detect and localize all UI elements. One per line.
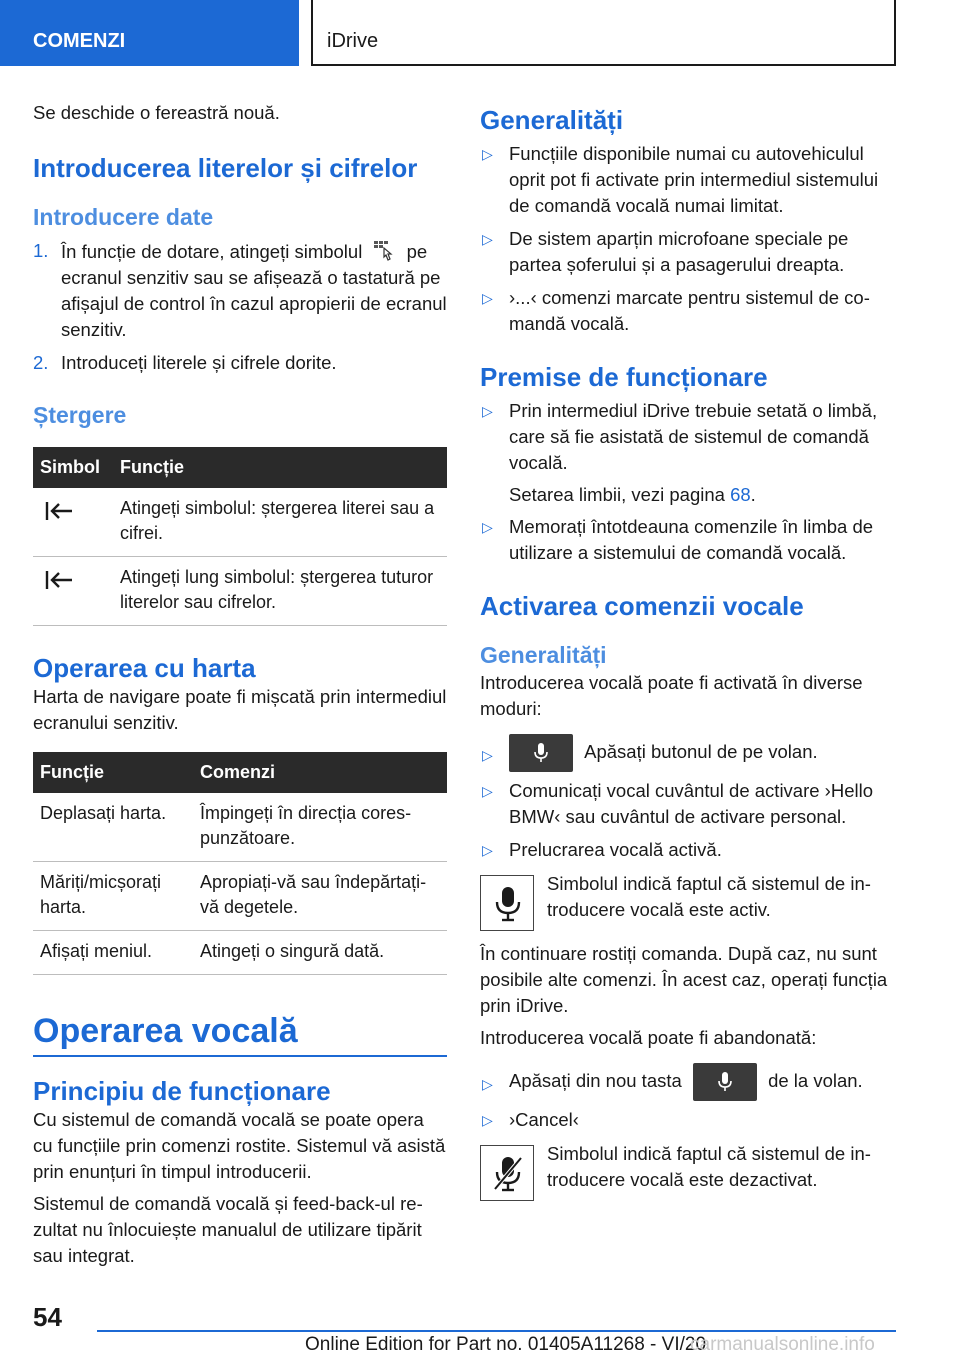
table-cell: Măriți/micșorați harta.	[33, 862, 193, 931]
active-symbol-text: Simbolul indică faptul că sistemul de introducere vocală este activ.	[547, 873, 871, 920]
chapter-tab[interactable]: iDrive	[311, 0, 896, 66]
voice-button-icon[interactable]	[509, 734, 573, 772]
list-item	[480, 734, 896, 772]
bullet-triangle-icon: ▷	[482, 1076, 493, 1092]
table-row	[33, 931, 447, 975]
table-row	[33, 862, 447, 931]
bullet-triangle-icon: ▷	[482, 747, 493, 763]
list-item	[480, 285, 896, 337]
backspace-icon[interactable]	[44, 569, 74, 591]
table-cell: Atingeți simbolul: ștergerea literei sau a cifrei.	[113, 488, 447, 557]
table-cell-icon	[33, 557, 113, 626]
table-row	[33, 793, 447, 862]
bullet-triangle-icon: ▷	[482, 231, 493, 247]
list-item	[480, 226, 896, 278]
left-column	[33, 100, 447, 1269]
voice-button-icon[interactable]	[693, 1063, 757, 1101]
table-cell: Atingeți o singură dată.	[193, 931, 447, 975]
bullet-triangle-icon: ▷	[482, 519, 493, 535]
intro-text: Se deschide o fereastră nouă.	[33, 102, 280, 123]
principle-paragraph-1: Cu sistemul de comandă vocală se poate opera cu funcțiile prin comenzi rostite. Sistemul vă asistă prin enunțuri în timpul introducerii.	[33, 1109, 446, 1182]
list-item-text: de la volan.	[768, 1069, 863, 1091]
list-item-text: Memorați întotdeauna comenzile în limba de utilizare a sistemului de comandă vocală.	[509, 516, 874, 563]
page-link[interactable]: 68	[730, 484, 751, 505]
footer-edition: Online Edition for Part no. 01405A11268 - VI/20	[305, 1334, 707, 1355]
list-item-text: Prin intermediul iDrive trebuie setată o limbă, care să fie asistată de sistemul de comandă vocală.	[509, 400, 878, 473]
list-item-text: ›Cancel‹	[509, 1109, 579, 1130]
heading-voice-operation: Operarea vocală	[33, 1012, 298, 1050]
bullet-triangle-icon: ▷	[482, 1112, 493, 1128]
table-header: Comenzi	[193, 752, 447, 793]
table-cell: Împingeți în direcția corespunzătoare.	[193, 793, 447, 862]
bullet-triangle-icon: ▷	[482, 403, 493, 419]
map-table	[33, 752, 447, 975]
delete-table	[33, 447, 447, 626]
bullet-triangle-icon: ▷	[482, 146, 493, 162]
watermark-text: carmanualsonline.info	[690, 1334, 875, 1355]
activate-intro: Introducerea vocală poate fi activată în diverse moduri:	[480, 672, 863, 719]
heading-general-2: Generalități	[480, 642, 607, 668]
inactive-symbol-text: Simbolul indică faptul că sistemul de introducere vocală este dezactivat.	[547, 1143, 871, 1190]
map-intro: Harta de navigare poate fi mișcată prin intermediul ecranului senzitiv.	[33, 686, 447, 733]
list-item	[480, 141, 896, 219]
table-cell-icon	[33, 488, 113, 557]
section-tab[interactable]: COMENZI	[0, 0, 299, 66]
table-row	[33, 557, 447, 626]
table-header: Simbol	[33, 447, 113, 488]
list-item-text: Comunicați vocal cuvântul de activare ›Hello BMW‹ sau cuvântul de activare personal.	[509, 780, 874, 827]
right-column	[480, 100, 896, 1205]
table-row	[33, 488, 447, 557]
table-cell: Apropiați-vă sau îndepărtați-vă degetele.	[193, 862, 447, 931]
bullet-triangle-icon: ▷	[482, 783, 493, 799]
bullet-triangle-icon: ▷	[482, 290, 493, 306]
heading-rule	[33, 1055, 447, 1057]
heading-premise: Premise de funcționare	[480, 362, 768, 392]
list-item-text: De sistem aparțin microfoane speciale pe partea șoferului și a pasagerului dreapta.	[509, 228, 849, 275]
footer-rule	[97, 1330, 896, 1332]
step-text: Introduceți literele și cifrele dorite.	[61, 352, 337, 373]
heading-general: Generalități	[480, 105, 624, 135]
keyboard-touch-icon	[371, 238, 397, 262]
microphone-active-icon	[480, 875, 534, 931]
step-text-pre: În funcție de dotare, atingeți simbolul	[61, 241, 363, 262]
page-header	[0, 0, 960, 66]
table-header: Funcție	[113, 447, 447, 488]
step-1	[33, 238, 447, 343]
table-cell: Deplasați harta.	[33, 793, 193, 862]
microphone-muted-icon	[480, 1145, 534, 1201]
list-item	[480, 398, 896, 476]
list-item	[480, 514, 896, 566]
heading-letters-digits: Introducerea literelor și cifrelor	[33, 153, 418, 183]
note-text: Setarea limbii, vezi pagina	[509, 484, 725, 505]
bullet-triangle-icon: ▷	[482, 842, 493, 858]
table-cell: Afișați meniul.	[33, 931, 193, 975]
table-cell: Atingeți lung simbolul: ștergerea tuturor literelor sau cifrelor.	[113, 557, 447, 626]
table-header: Funcție	[33, 752, 193, 793]
page-number: 54	[33, 1302, 62, 1332]
heading-activate: Activarea comenzii vocale	[480, 591, 804, 621]
step-number: 2.	[33, 352, 49, 373]
list-item	[480, 778, 896, 830]
step-text-post: pe ecranul senzitiv sau se afișează o tastatură pe afișajul de control în cazul apropierii de ecranul senzitiv.	[61, 241, 447, 340]
active-symbol-block	[480, 871, 896, 935]
list-item-text: ›...‹ comenzi marcate pentru sistemul de comandă vocală.	[509, 287, 870, 334]
principle-paragraph-2: Sistemul de comandă vocală și feed-back-ul rezultat nu înlocuiește manualul de utilizare tipărit sau integrat.	[33, 1193, 423, 1266]
abort-intro: Introducerea vocală poate fi abandonată:	[480, 1027, 817, 1048]
note-text-end: .	[750, 484, 756, 505]
heading-principle: Principiu de funcționare	[33, 1076, 331, 1106]
list-item-text: Apăsați din nou tasta	[509, 1069, 682, 1091]
step-number: 1.	[33, 240, 49, 261]
list-item	[480, 1063, 896, 1101]
continue-paragraph: În continuare rostiți comanda. După caz, nu sunt posibile alte comenzi. În acest caz, operați funcția prin iDrive.	[480, 943, 888, 1016]
backspace-icon[interactable]	[44, 500, 74, 522]
list-item-text: Apăsați butonul de pe volan.	[584, 740, 818, 762]
list-item-note	[480, 482, 896, 508]
list-item-text: Prelucrarea vocală activă.	[509, 839, 722, 860]
heading-data-input: Introducere date	[33, 204, 214, 230]
inactive-symbol-block	[480, 1141, 896, 1205]
list-item	[480, 1107, 896, 1133]
list-item-text: Funcțiile disponibile numai cu autovehiculul oprit pot fi activate prin intermediul sistemului de comandă vocală numai limitat.	[509, 143, 879, 216]
heading-delete: Ștergere	[33, 402, 127, 428]
list-item	[480, 837, 896, 863]
heading-map: Operarea cu harta	[33, 653, 256, 683]
step-2	[33, 350, 447, 376]
